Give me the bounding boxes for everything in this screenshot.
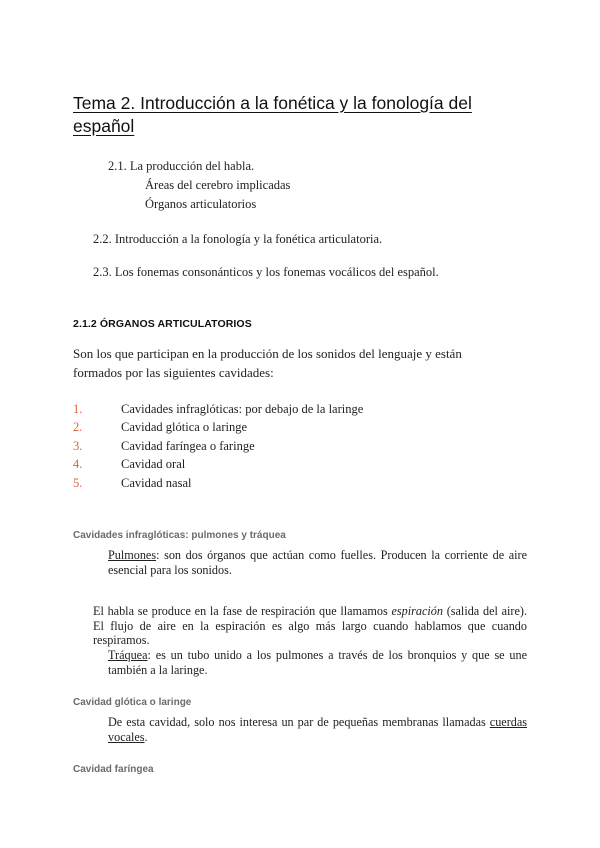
list-text: Cavidad oral	[121, 457, 186, 472]
traquea-paragraph	[108, 648, 527, 677]
pulmones-term: Pulmones	[108, 548, 157, 562]
document-title: Tema 2. Introducción a la fonética y la fonología del español	[73, 93, 472, 136]
subheading-faringea: Cavidad faríngea	[73, 764, 154, 775]
list-number: 4.	[73, 457, 83, 472]
list-item	[73, 420, 513, 438]
habla-italic: espiración	[391, 604, 443, 618]
list-number: 1.	[73, 402, 83, 416]
traquea-term: Tráquea	[108, 648, 148, 662]
list-number: 3.	[73, 438, 83, 453]
habla-paragraph	[93, 604, 527, 648]
toc-item-2-1-areas: Áreas del cerebro implicadas	[145, 178, 291, 192]
intro-paragraph: Son los que participan en la producción de los sonidos del lenguaje y están formados por las siguientes cavidades:	[73, 346, 462, 380]
habla-text-a: El habla se produce en la fase de respiración que llamamos	[93, 604, 392, 618]
cavities-list	[73, 402, 513, 494]
list-text: Cavidad faríngea o faringe	[121, 438, 255, 453]
cuerdas-vocales-term: cuerdas vocales	[108, 715, 527, 744]
list-number: 2.	[73, 420, 83, 435]
toc-item-2-1-organos: Órganos articulatorios	[145, 197, 257, 211]
traquea-text: : es un tubo unido a los pulmones a través de los bronquios y que se une también a la laringe.	[108, 648, 527, 677]
toc-item-2-1: 2.1. La producción del habla.	[108, 159, 255, 173]
toc-item-2-3: 2.3. Los fonemas consonánticos y los fonemas vocálicos del español.	[93, 265, 439, 279]
subheading-glotica: Cavidad glótica o laringe	[73, 697, 192, 708]
list-text: Cavidades infraglóticas: por debajo de la laringe	[121, 402, 364, 416]
glotica-text-a: De esta cavidad, solo nos interesa un par de pequeñas membranas llamadas	[108, 715, 490, 729]
pulmones-paragraph	[108, 548, 527, 577]
list-item	[73, 402, 513, 420]
section-heading: 2.1.2 ÓRGANOS ARTICULATORIOS	[73, 318, 252, 330]
toc-item-2-2: 2.2. Introducción a la fonología y la fonética articulatoria.	[93, 232, 383, 246]
pulmones-text: : son dos órganos que actúan como fuelles. Producen la corriente de aire esencial para los sonidos.	[108, 548, 527, 577]
habla-text-b: (salida del aire). El flujo de aire en la espiración es algo más largo cuando hablamos que cuando respiramos.	[93, 604, 527, 648]
list-item	[73, 476, 513, 494]
list-number: 5.	[73, 475, 83, 490]
subheading-infragloticas: Cavidades infraglóticas: pulmones y tráquea	[73, 530, 286, 541]
glotica-text-b: .	[144, 729, 148, 744]
list-item	[73, 439, 513, 457]
list-text: Cavidad nasal	[121, 475, 192, 490]
glotica-paragraph	[108, 715, 527, 744]
list-item	[73, 457, 513, 475]
list-text: Cavidad glótica o laringe	[121, 420, 248, 435]
